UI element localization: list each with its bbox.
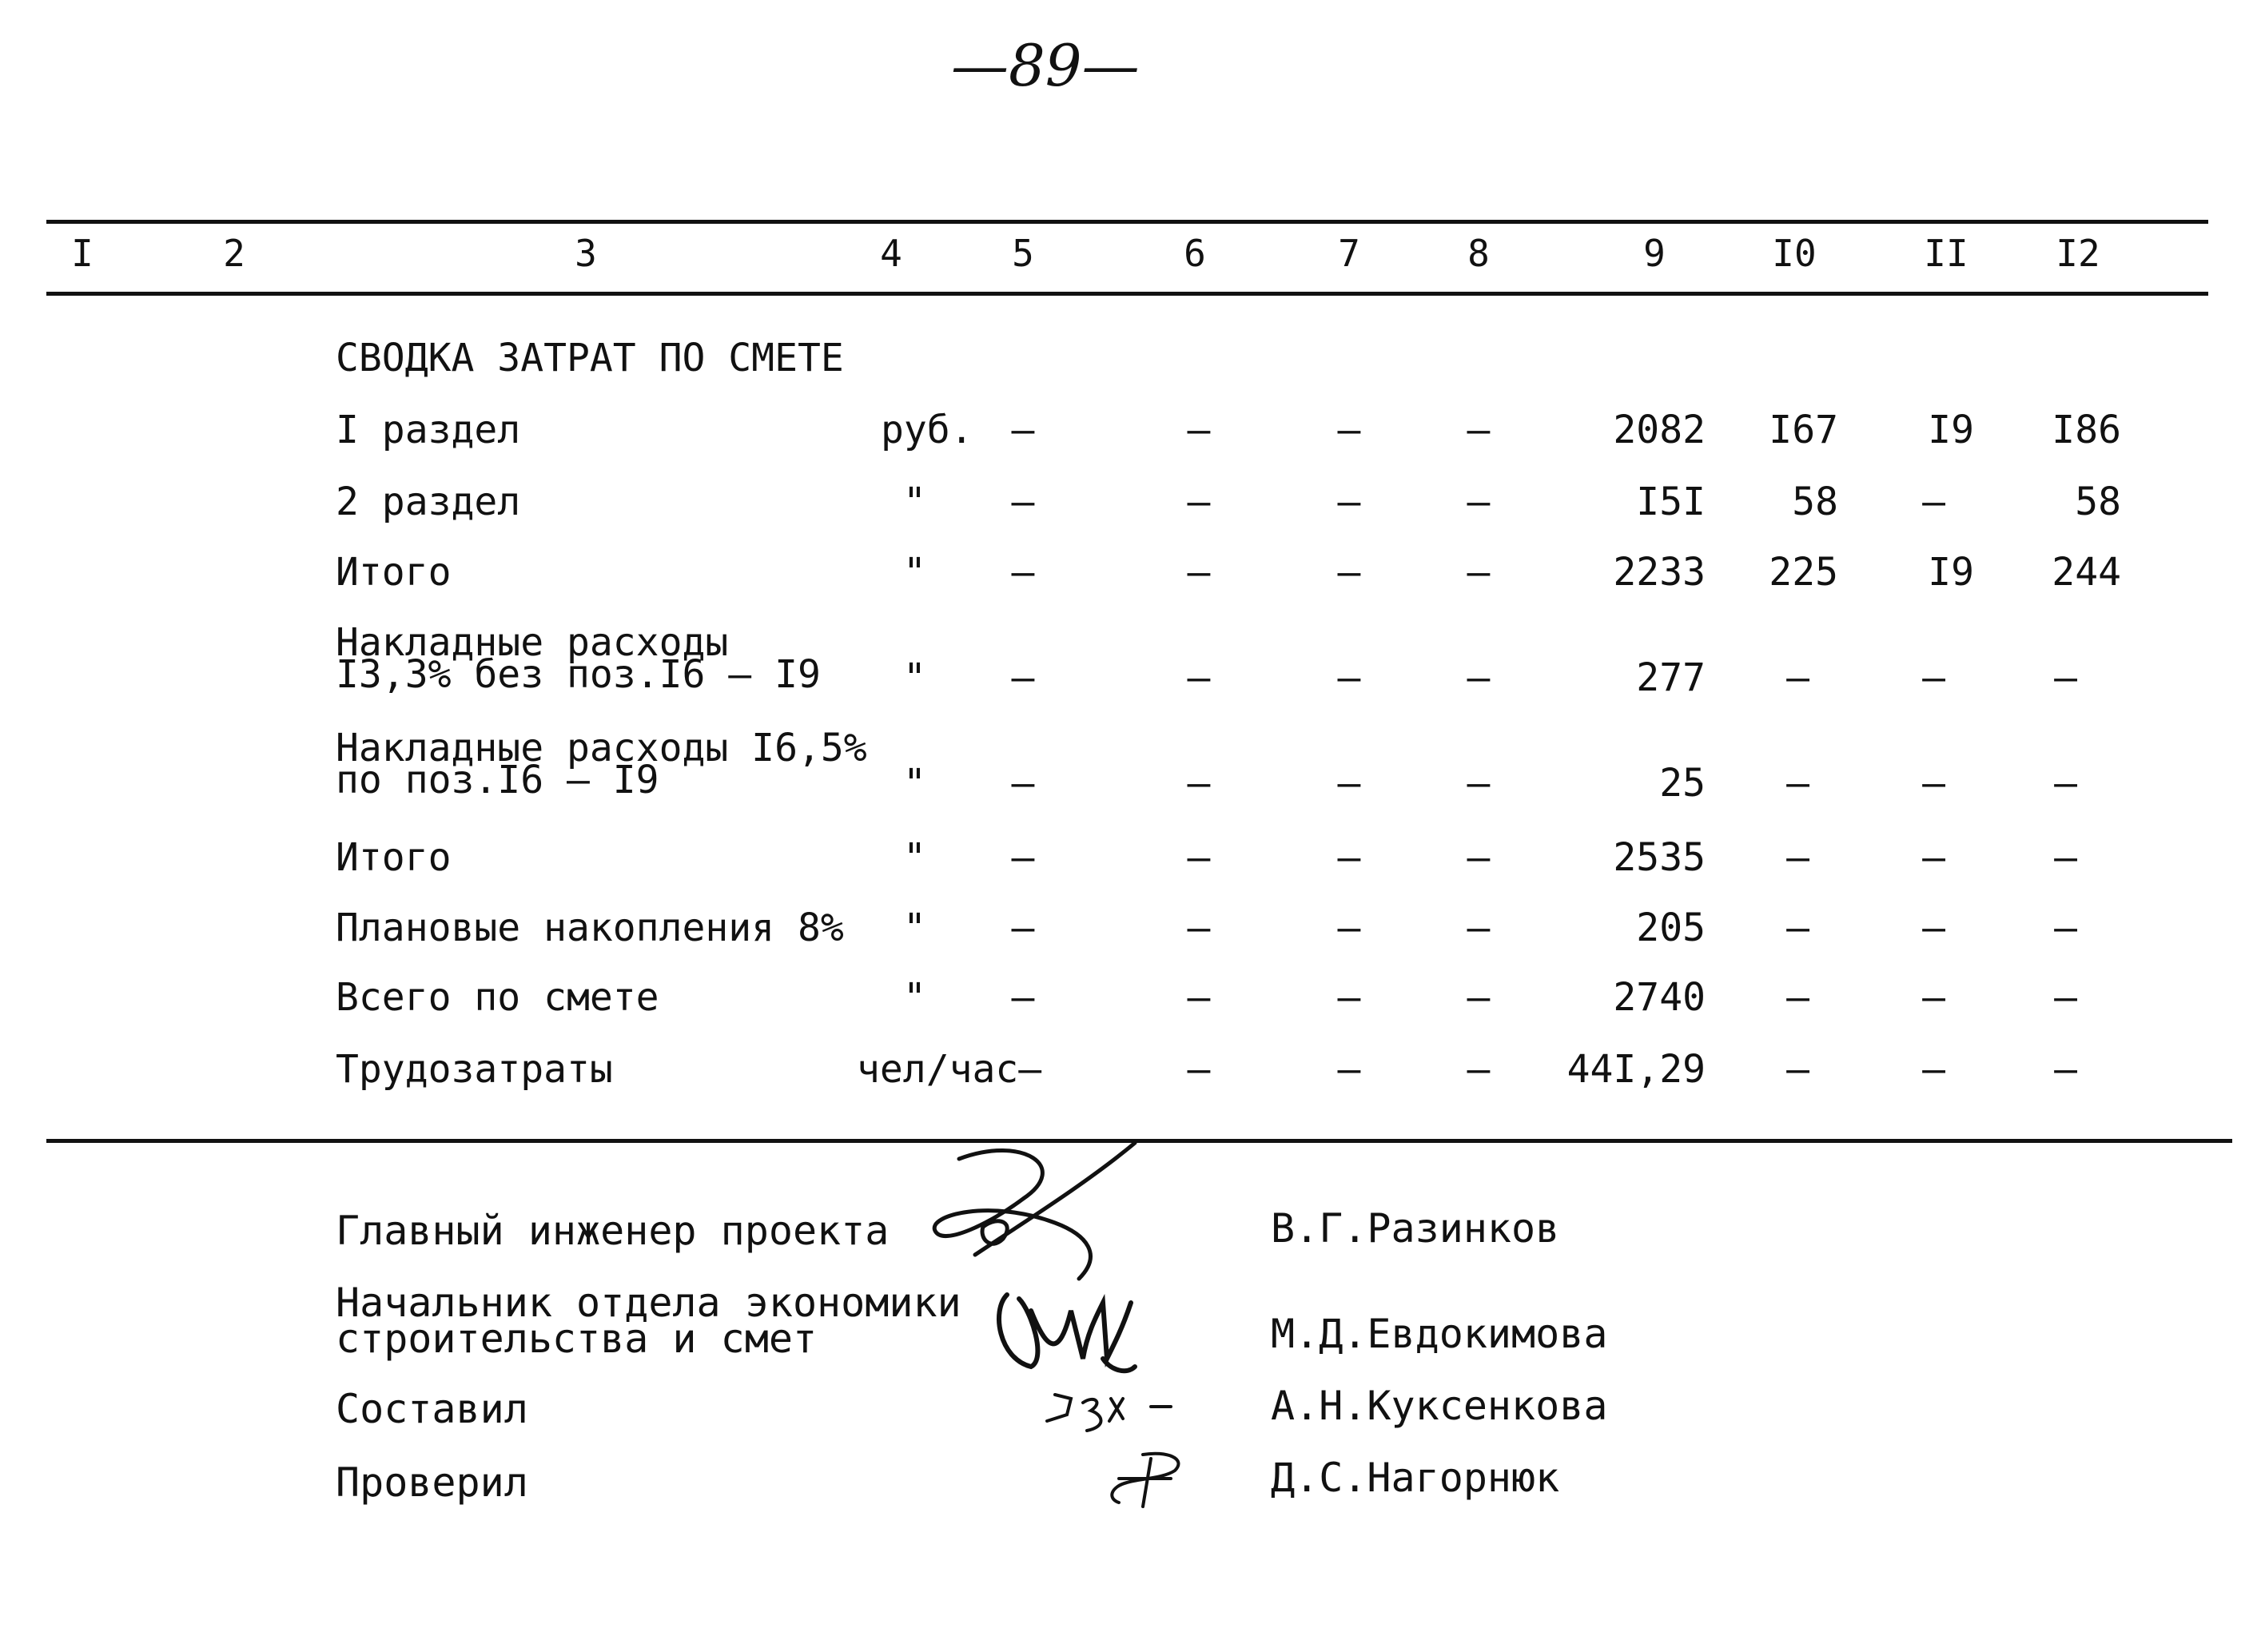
row-label: Накладные расходы bbox=[336, 620, 729, 665]
col6-value: – bbox=[1187, 835, 1211, 880]
signature-role: Главный инженер проекта bbox=[336, 1208, 890, 1254]
column-header-10: I0 bbox=[1772, 232, 1817, 275]
col10-value: – bbox=[1786, 835, 1809, 880]
col6-value: – bbox=[1187, 761, 1211, 806]
col10-value: – bbox=[1786, 975, 1809, 1020]
col9-value: 2233 bbox=[1613, 550, 1706, 595]
row-label: Плановые накопления 8% bbox=[336, 906, 844, 950]
col5-value: – bbox=[1011, 906, 1035, 950]
table-row bbox=[0, 480, 2265, 543]
signature-role: Проверил bbox=[336, 1459, 528, 1506]
row-unit: руб. bbox=[881, 408, 973, 452]
table-row bbox=[0, 835, 2265, 899]
col10-value: I67 bbox=[1769, 408, 1838, 452]
col10-value: 58 bbox=[1792, 480, 1838, 524]
col9-value: 25 bbox=[1659, 761, 1706, 806]
signature-role-continued: строительства и смет bbox=[336, 1316, 818, 1362]
table-row bbox=[0, 550, 2265, 614]
handwritten-signature-4 bbox=[1095, 1443, 1199, 1515]
col8-value: – bbox=[1467, 835, 1491, 880]
row-label: Всего по смете bbox=[336, 975, 659, 1020]
col7-value: – bbox=[1337, 761, 1361, 806]
col11-value: – bbox=[1922, 906, 1945, 950]
table-row bbox=[0, 408, 2265, 472]
table-row bbox=[0, 620, 2265, 711]
col9-value: I5I bbox=[1636, 480, 1706, 524]
col10-value: – bbox=[1786, 761, 1809, 806]
col5-value: – bbox=[1011, 480, 1035, 524]
page-number: —89— bbox=[951, 32, 1140, 99]
col12-value: 58 bbox=[2075, 480, 2121, 524]
col8-value: – bbox=[1467, 655, 1491, 700]
column-header-2: 2 bbox=[223, 232, 245, 275]
col11-value: – bbox=[1922, 480, 1945, 524]
signature-name: М.Д.Евдокимова bbox=[1271, 1311, 1608, 1357]
col5-value: – bbox=[1011, 835, 1035, 880]
col7-value: – bbox=[1337, 550, 1361, 595]
row-unit: " bbox=[903, 480, 926, 524]
col9-value: 2082 bbox=[1613, 408, 1706, 452]
col5-value: – bbox=[1011, 761, 1035, 806]
col7-value: – bbox=[1337, 480, 1361, 524]
col6-value: – bbox=[1187, 480, 1211, 524]
col6-value: – bbox=[1187, 408, 1211, 452]
col5-value: – bbox=[1011, 550, 1035, 595]
signature-name: В.Г.Разинков bbox=[1271, 1205, 1560, 1252]
signature-name: Д.С.Нагорнюк bbox=[1271, 1455, 1560, 1501]
col12-value: – bbox=[2054, 975, 2077, 1020]
col7-value: – bbox=[1337, 906, 1361, 950]
col8-value: – bbox=[1467, 1047, 1491, 1092]
col7-value: – bbox=[1337, 408, 1361, 452]
col8-value: – bbox=[1467, 906, 1491, 950]
column-header-6: 6 bbox=[1184, 232, 1206, 275]
col11-value: – bbox=[1922, 975, 1945, 1020]
col10-value: – bbox=[1786, 1047, 1809, 1092]
col8-value: – bbox=[1467, 408, 1491, 452]
col12-value: 244 bbox=[2052, 550, 2121, 595]
col10-value: – bbox=[1786, 906, 1809, 950]
col8-value: – bbox=[1467, 761, 1491, 806]
col11-value: I9 bbox=[1928, 550, 1974, 595]
col12-value: – bbox=[2054, 906, 2077, 950]
table-top-rule bbox=[46, 220, 2208, 224]
col9-value: 44I,29 bbox=[1566, 1047, 1706, 1092]
row-unit: " bbox=[903, 975, 926, 1020]
row-label-continued: по поз.I6 – I9 bbox=[336, 758, 659, 802]
col12-value: I86 bbox=[2052, 408, 2121, 452]
column-header-12: I2 bbox=[2056, 232, 2100, 275]
handwritten-signature-1 bbox=[927, 1135, 1151, 1287]
col6-value: – bbox=[1187, 655, 1211, 700]
column-header-4: 4 bbox=[880, 232, 902, 275]
row-unit: " bbox=[903, 906, 926, 950]
col8-value: – bbox=[1467, 480, 1491, 524]
col6-value: – bbox=[1187, 975, 1211, 1020]
row-unit: " bbox=[903, 761, 926, 806]
col9-value: 2740 bbox=[1613, 975, 1706, 1020]
col6-value: – bbox=[1187, 1047, 1211, 1092]
row-label: Итого bbox=[336, 835, 452, 880]
row-label: Накладные расходы I6,5% bbox=[336, 726, 867, 770]
col9-value: 205 bbox=[1636, 906, 1706, 950]
row-label: Трудозатраты bbox=[336, 1047, 613, 1092]
col12-value: – bbox=[2054, 1047, 2077, 1092]
row-unit: " bbox=[903, 835, 926, 880]
col8-value: – bbox=[1467, 550, 1491, 595]
column-header-11: II bbox=[1924, 232, 1968, 275]
col7-value: – bbox=[1337, 655, 1361, 700]
row-label-continued: I3,3% без поз.I6 – I9 bbox=[336, 652, 821, 697]
signature-name: А.Н.Куксенкова bbox=[1271, 1383, 1608, 1429]
col9-value: 2535 bbox=[1613, 835, 1706, 880]
signature-role: Начальник отдела экономики bbox=[336, 1280, 961, 1326]
col6-value: – bbox=[1187, 906, 1211, 950]
row-label: I раздел bbox=[336, 408, 521, 452]
handwritten-signature-2 bbox=[983, 1279, 1143, 1383]
table-row bbox=[0, 1047, 2265, 1111]
row-unit: " bbox=[903, 655, 926, 700]
table-row bbox=[0, 975, 2265, 1039]
table-row bbox=[0, 906, 2265, 969]
col8-value: – bbox=[1467, 975, 1491, 1020]
col10-value: – bbox=[1786, 655, 1809, 700]
col11-value: I9 bbox=[1928, 408, 1974, 452]
col12-value: – bbox=[2054, 655, 2077, 700]
col12-value: – bbox=[2054, 761, 2077, 806]
column-header-1: I bbox=[71, 232, 94, 275]
column-header-8: 8 bbox=[1467, 232, 1490, 275]
row-label: 2 раздел bbox=[336, 480, 521, 524]
col11-value: – bbox=[1922, 1047, 1945, 1092]
col5-value: – bbox=[1011, 975, 1035, 1020]
col9-value: 277 bbox=[1636, 655, 1706, 700]
header-bottom-rule bbox=[46, 292, 2208, 296]
table-title: СВОДКА ЗАТРАТ ПО СМЕТЕ bbox=[336, 336, 844, 380]
table-row bbox=[0, 726, 2265, 817]
signature-role: Составил bbox=[336, 1386, 528, 1432]
col7-value: – bbox=[1337, 1047, 1361, 1092]
row-label: Итого bbox=[336, 550, 452, 595]
column-header-5: 5 bbox=[1012, 232, 1034, 275]
column-header-7: 7 bbox=[1338, 232, 1360, 275]
row-unit: " bbox=[903, 550, 926, 595]
col11-value: – bbox=[1922, 835, 1945, 880]
column-header-9: 9 bbox=[1643, 232, 1666, 275]
column-header-3: 3 bbox=[575, 232, 597, 275]
col7-value: – bbox=[1337, 975, 1361, 1020]
col7-value: – bbox=[1337, 835, 1361, 880]
handwritten-signature-3 bbox=[1039, 1383, 1183, 1439]
col5-value: – bbox=[1011, 655, 1035, 700]
col6-value: – bbox=[1187, 550, 1211, 595]
col11-value: – bbox=[1922, 655, 1945, 700]
row-unit: чел/час– bbox=[857, 1047, 1042, 1092]
col12-value: – bbox=[2054, 835, 2077, 880]
col11-value: – bbox=[1922, 761, 1945, 806]
col10-value: 225 bbox=[1769, 550, 1838, 595]
col5-value: – bbox=[1011, 408, 1035, 452]
